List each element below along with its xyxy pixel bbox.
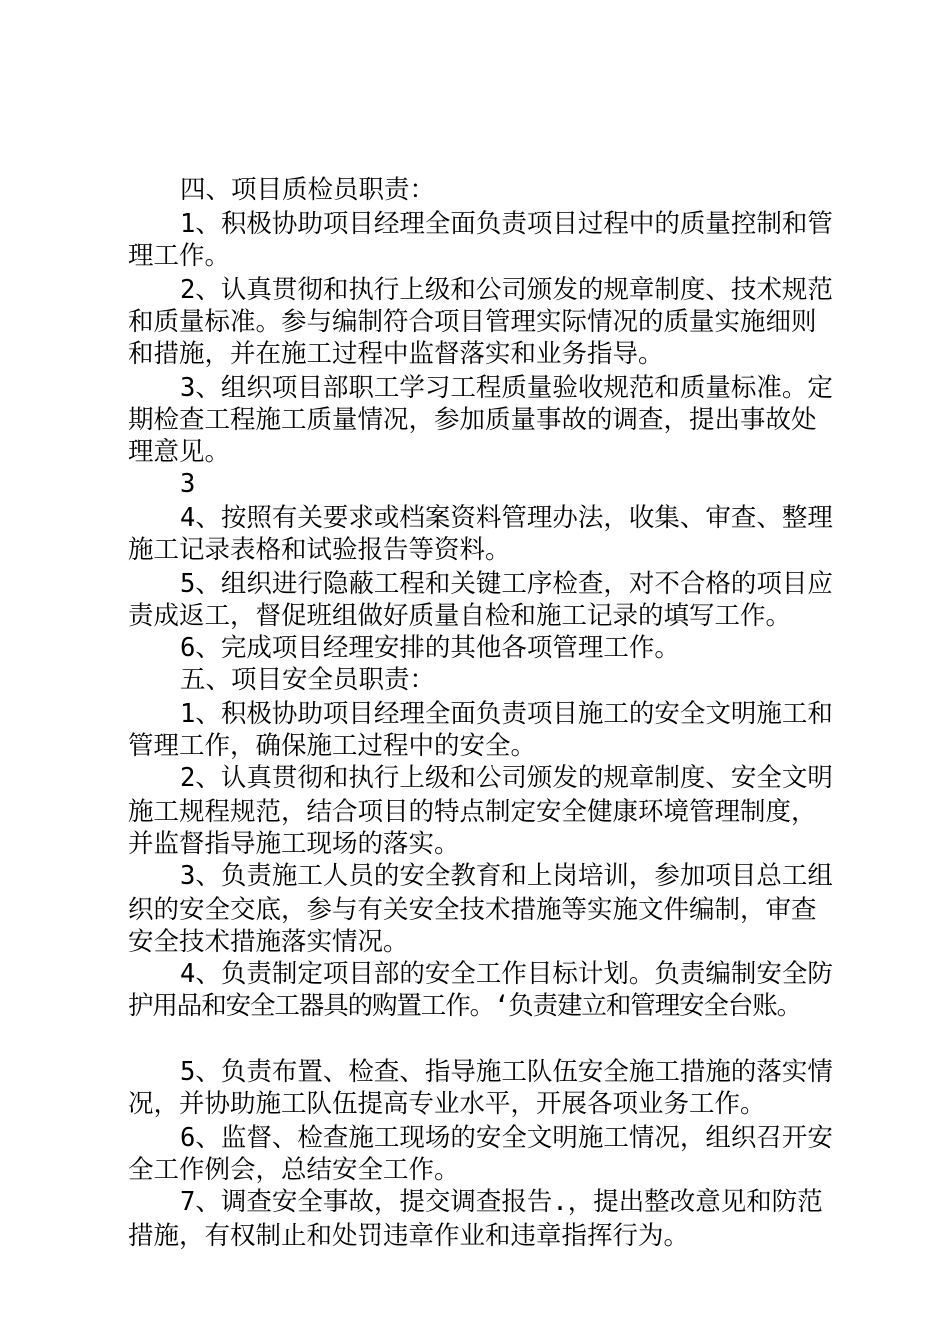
paragraph-line: 护用品和安全工器具的购置工作。‘负责建立和管理安全台账。	[128, 991, 802, 1021]
paragraph-line: 2、认真贯彻和执行上级和公司颁发的规章制度、安全文明	[180, 763, 833, 793]
paragraph-line: 7、调查安全事故，提交调查报告.，提出整改意见和防范	[180, 1187, 823, 1217]
section-heading-safety-officer: 五、项目安全员职责：	[180, 665, 436, 695]
paragraph-line: 并监督指导施工现场的落实。	[128, 829, 460, 859]
paragraph-line: 1、积极协助项目经理全面负责项目施工的安全文明施工和	[180, 699, 833, 729]
page-number-text: 3	[180, 469, 196, 499]
paragraph-line: 3、组织项目部职工学习工程质量验收规范和质量标准。定	[180, 373, 833, 403]
paragraph-line: 况，并协助施工队伍提高专业水平，开展各项业务工作。	[128, 1089, 766, 1119]
paragraph-line: 1、积极协助项目经理全面负责项目过程中的质量控制和管	[180, 209, 833, 239]
paragraph-line: 5、组织进行隐蔽工程和关键工序检查，对不合格的项目应	[180, 569, 833, 599]
paragraph-line: 理意见。	[128, 437, 231, 467]
paragraph-line: 和措施，并在施工过程中监督落实和业务指导。	[128, 339, 664, 369]
paragraph-line: 3、负责施工人员的安全教育和上岗培训，参加项目总工组	[180, 861, 833, 891]
paragraph-line: 4、按照有关要求或档案资料管理办法，收集、审查、整理	[180, 503, 833, 533]
paragraph-line: 措施，有权制止和处罚违章作业和违章指挥行为。	[128, 1221, 690, 1251]
section-heading-quality-inspector: 四、项目质检员职责：	[180, 175, 436, 205]
paragraph-line: 责成返工，督促班组做好质量自检和施工记录的填写工作。	[128, 601, 792, 631]
paragraph-line: 2、认真贯彻和执行上级和公司颁发的规章制度、技术规范	[180, 275, 833, 305]
paragraph-line: 和质量标准。参与编制符合项目管理实际情况的质量实施细则	[128, 307, 817, 337]
paragraph-line: 6、监督、检查施工现场的安全文明施工情况，组织召开安	[180, 1123, 833, 1153]
paragraph-line: 管理工作，确保施工过程中的安全。	[128, 731, 537, 761]
paragraph-line: 施工规程规范，结合项目的特点制定安全健康环境管理制度，	[128, 797, 817, 827]
paragraph-line: 安全技术措施落实情况。	[128, 927, 409, 957]
paragraph-line: 全工作例会，总结安全工作。	[128, 1155, 460, 1185]
paragraph-line: 理工作。	[128, 241, 231, 271]
paragraph-line: 4、负责制定项目部的安全工作目标计划。负责编制安全防	[180, 959, 833, 989]
paragraph-line: 施工记录表格和试验报告等资料。	[128, 535, 511, 565]
paragraph-line: 6、完成项目经理安排的其他各项管理工作。	[180, 633, 680, 663]
paragraph-line: 5、负责布置、检查、指导施工队伍安全施工措施的落实情	[180, 1057, 833, 1087]
paragraph-line: 织的安全交底，参与有关安全技术措施等实施文件编制，审查	[128, 895, 817, 925]
paragraph-line: 期检查工程施工质量情况，参加质量事故的调查，提出事故处	[128, 405, 817, 435]
